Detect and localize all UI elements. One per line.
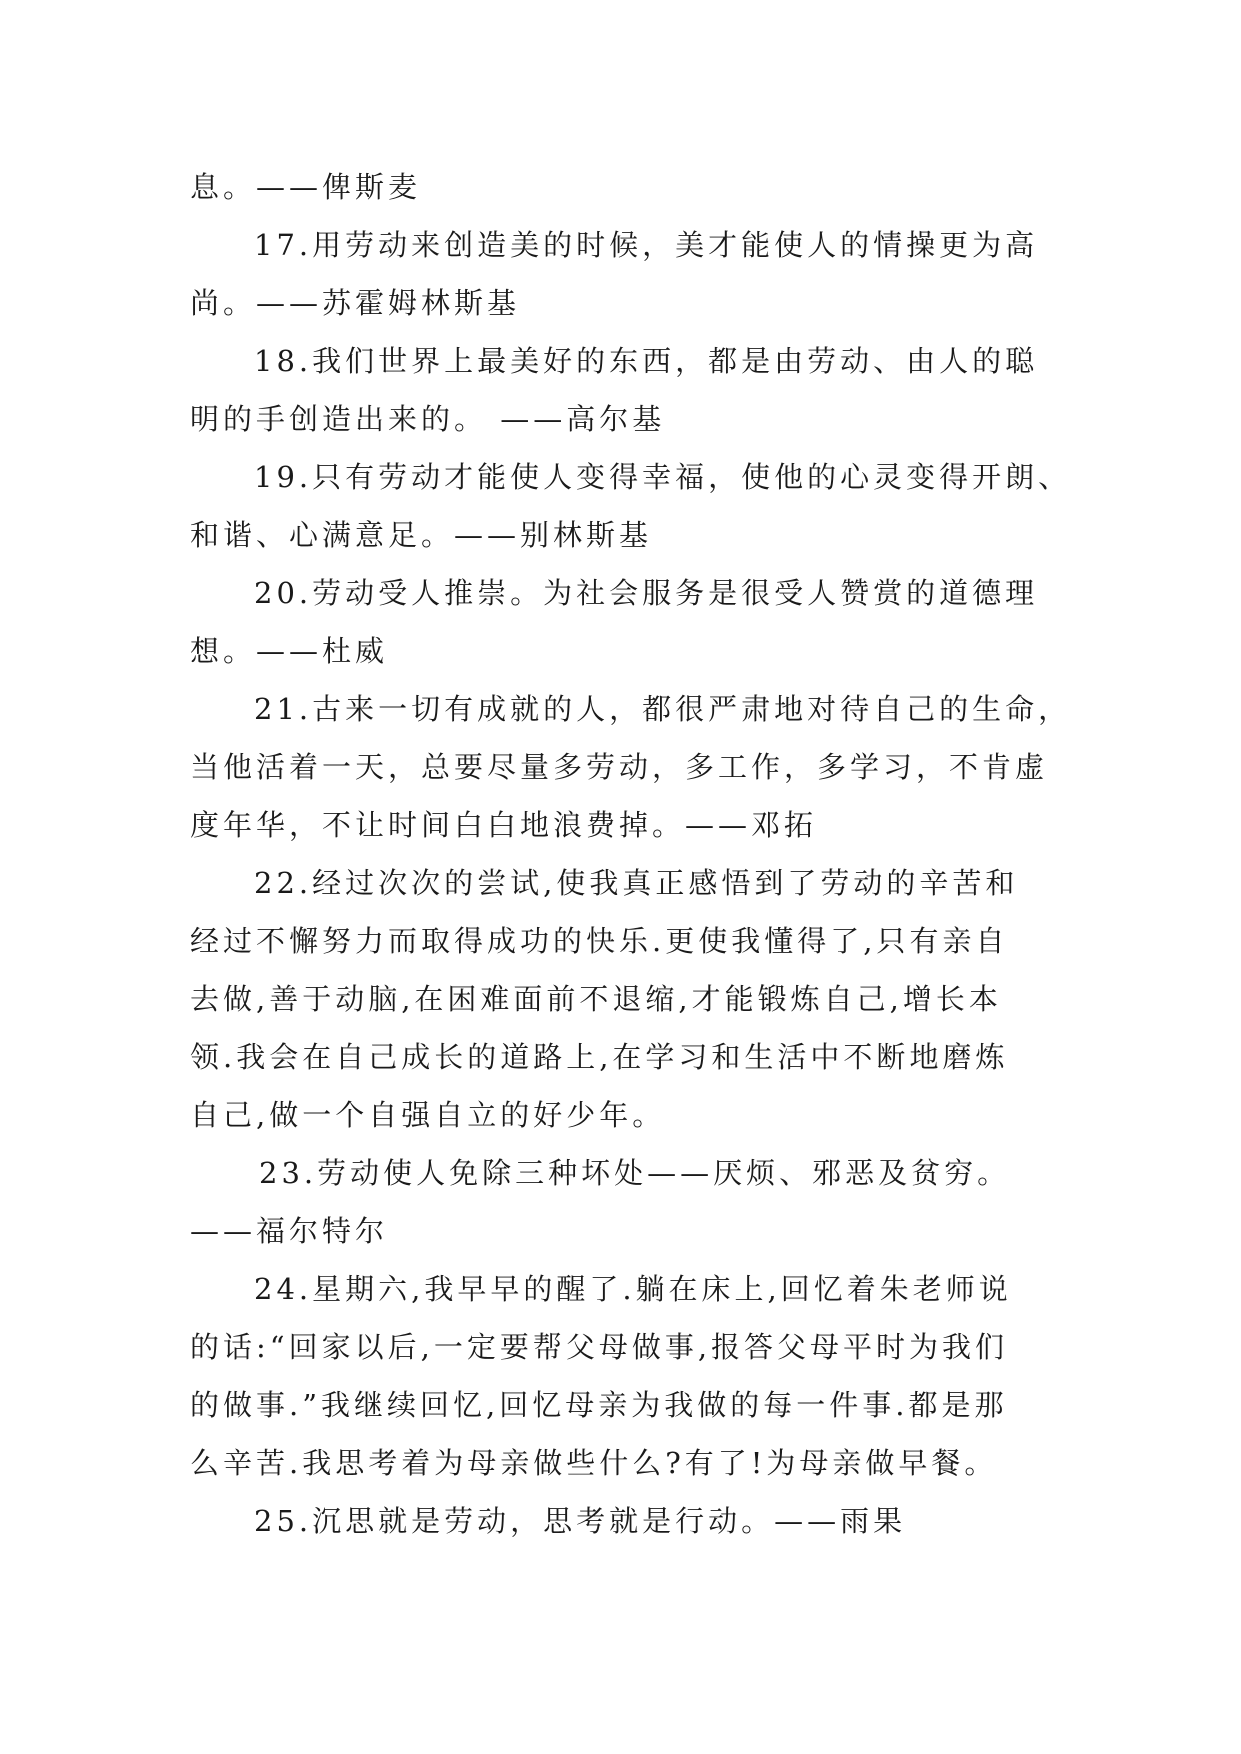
text-line: 想。——杜威 bbox=[190, 634, 389, 668]
text-line: 自己,做一个自强自立的好少年。 bbox=[190, 1098, 666, 1132]
text-line: 息。——俾斯麦 bbox=[190, 170, 422, 204]
text-line: 尚。——苏霍姆林斯基 bbox=[190, 286, 521, 320]
text-line: 度年华，不让时间白白地浪费掉。——邓拓 bbox=[190, 808, 818, 842]
text-line: 么辛苦.我思考着为母亲做些什么?有了!为母亲做早餐。 bbox=[190, 1446, 998, 1480]
quote-18: 18.我们世界上最美好的东西，都是由劳动、由人的聪 bbox=[254, 344, 1039, 378]
text-line: 的做事.”我继续回忆,回忆母亲为我做的每一件事.都是那 bbox=[190, 1388, 1008, 1422]
quote-21: 21.古来一切有成就的人，都很严肃地对待自己的生命， bbox=[254, 692, 1072, 726]
text-line: 领.我会在自己成长的道路上,在学习和生活中不断地磨炼 bbox=[190, 1040, 1009, 1074]
quote-17: 17.用劳动来创造美的时候，美才能使人的情操更为高 bbox=[254, 228, 1039, 262]
quote-25: 25.沉思就是劳动，思考就是行动。——雨果 bbox=[254, 1504, 907, 1538]
quote-20: 20.劳动受人推崇。为社会服务是很受人赞赏的道德理 bbox=[254, 576, 1039, 610]
text-line: ——福尔特尔 bbox=[190, 1214, 389, 1248]
quote-22: 22.经过次次的尝试,使我真正感悟到了劳动的辛苦和 bbox=[254, 866, 1019, 900]
text-line: 经过不懈努力而取得成功的快乐.更使我懂得了,只有亲自 bbox=[190, 924, 1009, 958]
quote-23: 23.劳动使人免除三种坏处——厌烦、邪恶及贫穷。 bbox=[259, 1156, 1011, 1190]
quote-24: 24.星期六,我早早的醒了.躺在床上,回忆着朱老师说 bbox=[254, 1272, 1012, 1306]
text-line: 去做,善于动脑,在困难面前不退缩,才能锻炼自己,增长本 bbox=[190, 982, 1002, 1016]
text-line: 明的手创造出来的。 ——高尔基 bbox=[190, 402, 666, 436]
document-body bbox=[190, 158, 1072, 1550]
text-line: 的话:“回家以后,一定要帮父母做事,报答父母平时为我们 bbox=[190, 1330, 1009, 1364]
text-line: 当他活着一天，总要尽量多劳动，多工作，多学习，不肯虚 bbox=[190, 750, 1049, 784]
text-line: 和谐、心满意足。——别林斯基 bbox=[190, 518, 653, 552]
quote-19: 19.只有劳动才能使人变得幸福，使他的心灵变得开朗、 bbox=[254, 460, 1072, 494]
